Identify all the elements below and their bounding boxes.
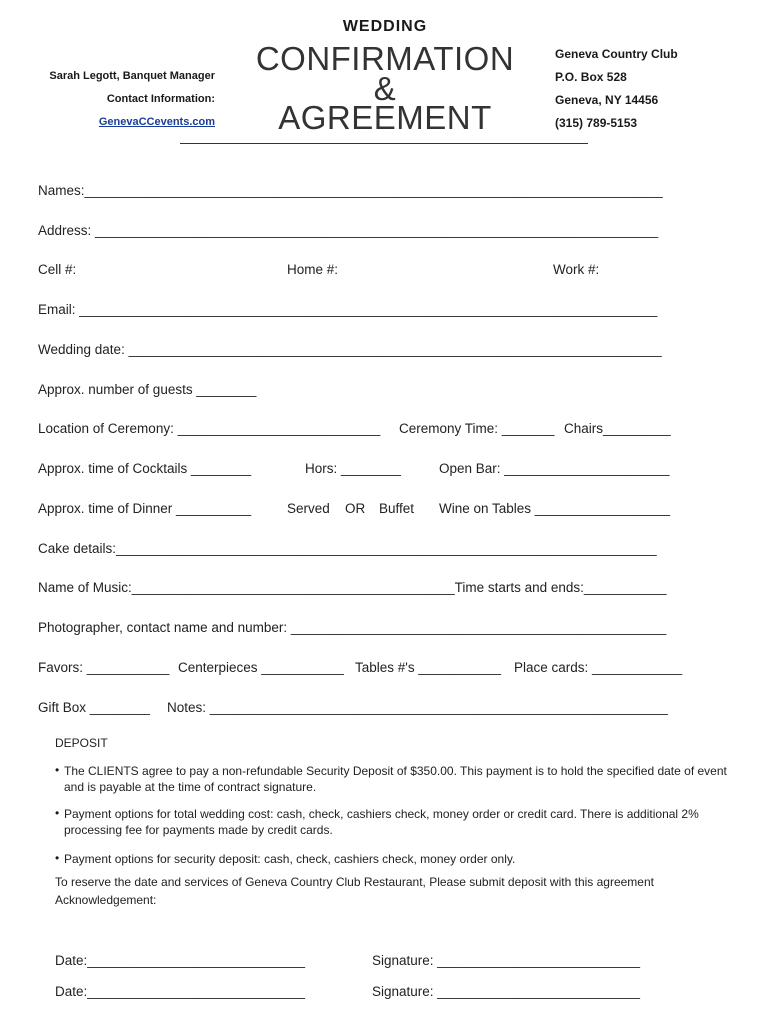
manager-name: Sarah Legott, Banquet Manager xyxy=(49,70,215,82)
date-field-2[interactable]: Date:_____________________________ xyxy=(55,984,306,999)
or-label: OR xyxy=(345,501,366,516)
ceremony-location-field[interactable]: Location of Ceremony: ___________________________ xyxy=(38,421,381,436)
hors-field[interactable]: Hors: ________ xyxy=(305,461,402,476)
deposit-bullet-2 xyxy=(55,806,735,838)
bullet-icon: • xyxy=(55,806,60,820)
dinner-field[interactable]: Approx. time of Dinner __________ xyxy=(38,501,252,516)
reserve-text: To reserve the date and services of Geneva Country Club Restaurant, Please submit deposit with this agreement xyxy=(55,875,654,889)
photographer-field[interactable]: Photographer, contact name and number: __________________________________________________ xyxy=(38,620,667,635)
guests-field[interactable]: Approx. number of guests ________ xyxy=(38,382,257,397)
work-field[interactable]: Work #: xyxy=(553,262,600,277)
gift-box-field[interactable]: Gift Box ________ xyxy=(38,700,150,715)
form-title-small: WEDDING xyxy=(342,18,428,35)
home-field[interactable]: Home #: xyxy=(287,262,339,277)
bullet-icon: • xyxy=(55,851,60,865)
acknowledgement-label: Acknowledgement: xyxy=(55,893,157,907)
wedding-date-field[interactable]: Wedding date: _______________________________________________________________________ xyxy=(38,342,662,357)
deposit-bullet-1 xyxy=(55,763,735,795)
open-bar-field[interactable]: Open Bar: ______________________ xyxy=(439,461,670,476)
ceremony-time-field[interactable]: Ceremony Time: _______ xyxy=(399,421,555,436)
favors-field[interactable]: Favors: ___________ xyxy=(38,660,170,675)
tables-field[interactable]: Tables #'s ___________ xyxy=(355,660,501,675)
deposit-bullet-1-text: The CLIENTS agree to pay a non-refundable Security Deposit of $350.00. This payment is to hold the specified date of event and is payable at the time of contract signature. xyxy=(64,764,727,794)
date-field-1[interactable]: Date:_____________________________ xyxy=(55,953,306,968)
venue-city: Geneva, NY 14456 xyxy=(555,93,659,107)
chairs-field[interactable]: Chairs_________ xyxy=(564,421,671,436)
signature-field-2[interactable]: Signature: ___________________________ xyxy=(372,984,641,999)
title-agreement: AGREEMENT xyxy=(278,99,492,136)
place-cards-field[interactable]: Place cards: ____________ xyxy=(514,660,683,675)
title-confirmation: CONFIRMATION xyxy=(255,40,515,77)
served-option[interactable]: Served xyxy=(287,501,330,516)
deposit-bullet-3 xyxy=(55,851,735,867)
cocktails-field[interactable]: Approx. time of Cocktails ________ xyxy=(38,461,252,476)
deposit-heading: DEPOSIT xyxy=(55,736,108,750)
bullet-icon: • xyxy=(55,763,60,777)
address-field[interactable]: Address: ___________________________________________________________________________ xyxy=(38,223,659,238)
website-link[interactable]: GenevaCCevents.com xyxy=(98,116,215,128)
email-field[interactable]: Email: _____________________________________________________________________________ xyxy=(38,302,658,317)
names-field[interactable]: Names:_____________________________________________________________________________ xyxy=(38,183,663,198)
deposit-bullet-3-text: Payment options for security deposit: cash, check, cashiers check, money order only. xyxy=(64,852,516,866)
buffet-option[interactable]: Buffet xyxy=(379,501,415,516)
wine-field[interactable]: Wine on Tables __________________ xyxy=(439,501,670,516)
cell-field[interactable]: Cell #: xyxy=(38,262,77,277)
contact-label: Contact Information: xyxy=(106,93,215,105)
header-divider xyxy=(180,143,588,144)
centerpieces-field[interactable]: Centerpieces ___________ xyxy=(178,660,344,675)
cake-field[interactable]: Cake details:________________________________________________________________________ xyxy=(38,541,657,556)
notes-field[interactable]: Notes: _____________________________________________________________ xyxy=(167,700,668,715)
venue-po-box: P.O. Box 528 xyxy=(555,70,627,84)
title-ampersand: & xyxy=(373,70,397,107)
music-field[interactable]: Name of Music:___________________________________________Time starts and ends:___________ xyxy=(38,580,667,595)
venue-name: Geneva Country Club xyxy=(555,47,678,61)
venue-phone: (315) 789-5153 xyxy=(555,116,638,130)
signature-field-1[interactable]: Signature: ___________________________ xyxy=(372,953,641,968)
deposit-bullet-2-text: Payment options for total wedding cost: cash, check, cashiers check, money order or credit card. There is additional 2% processing fee for payments made by credit cards. xyxy=(64,807,699,837)
